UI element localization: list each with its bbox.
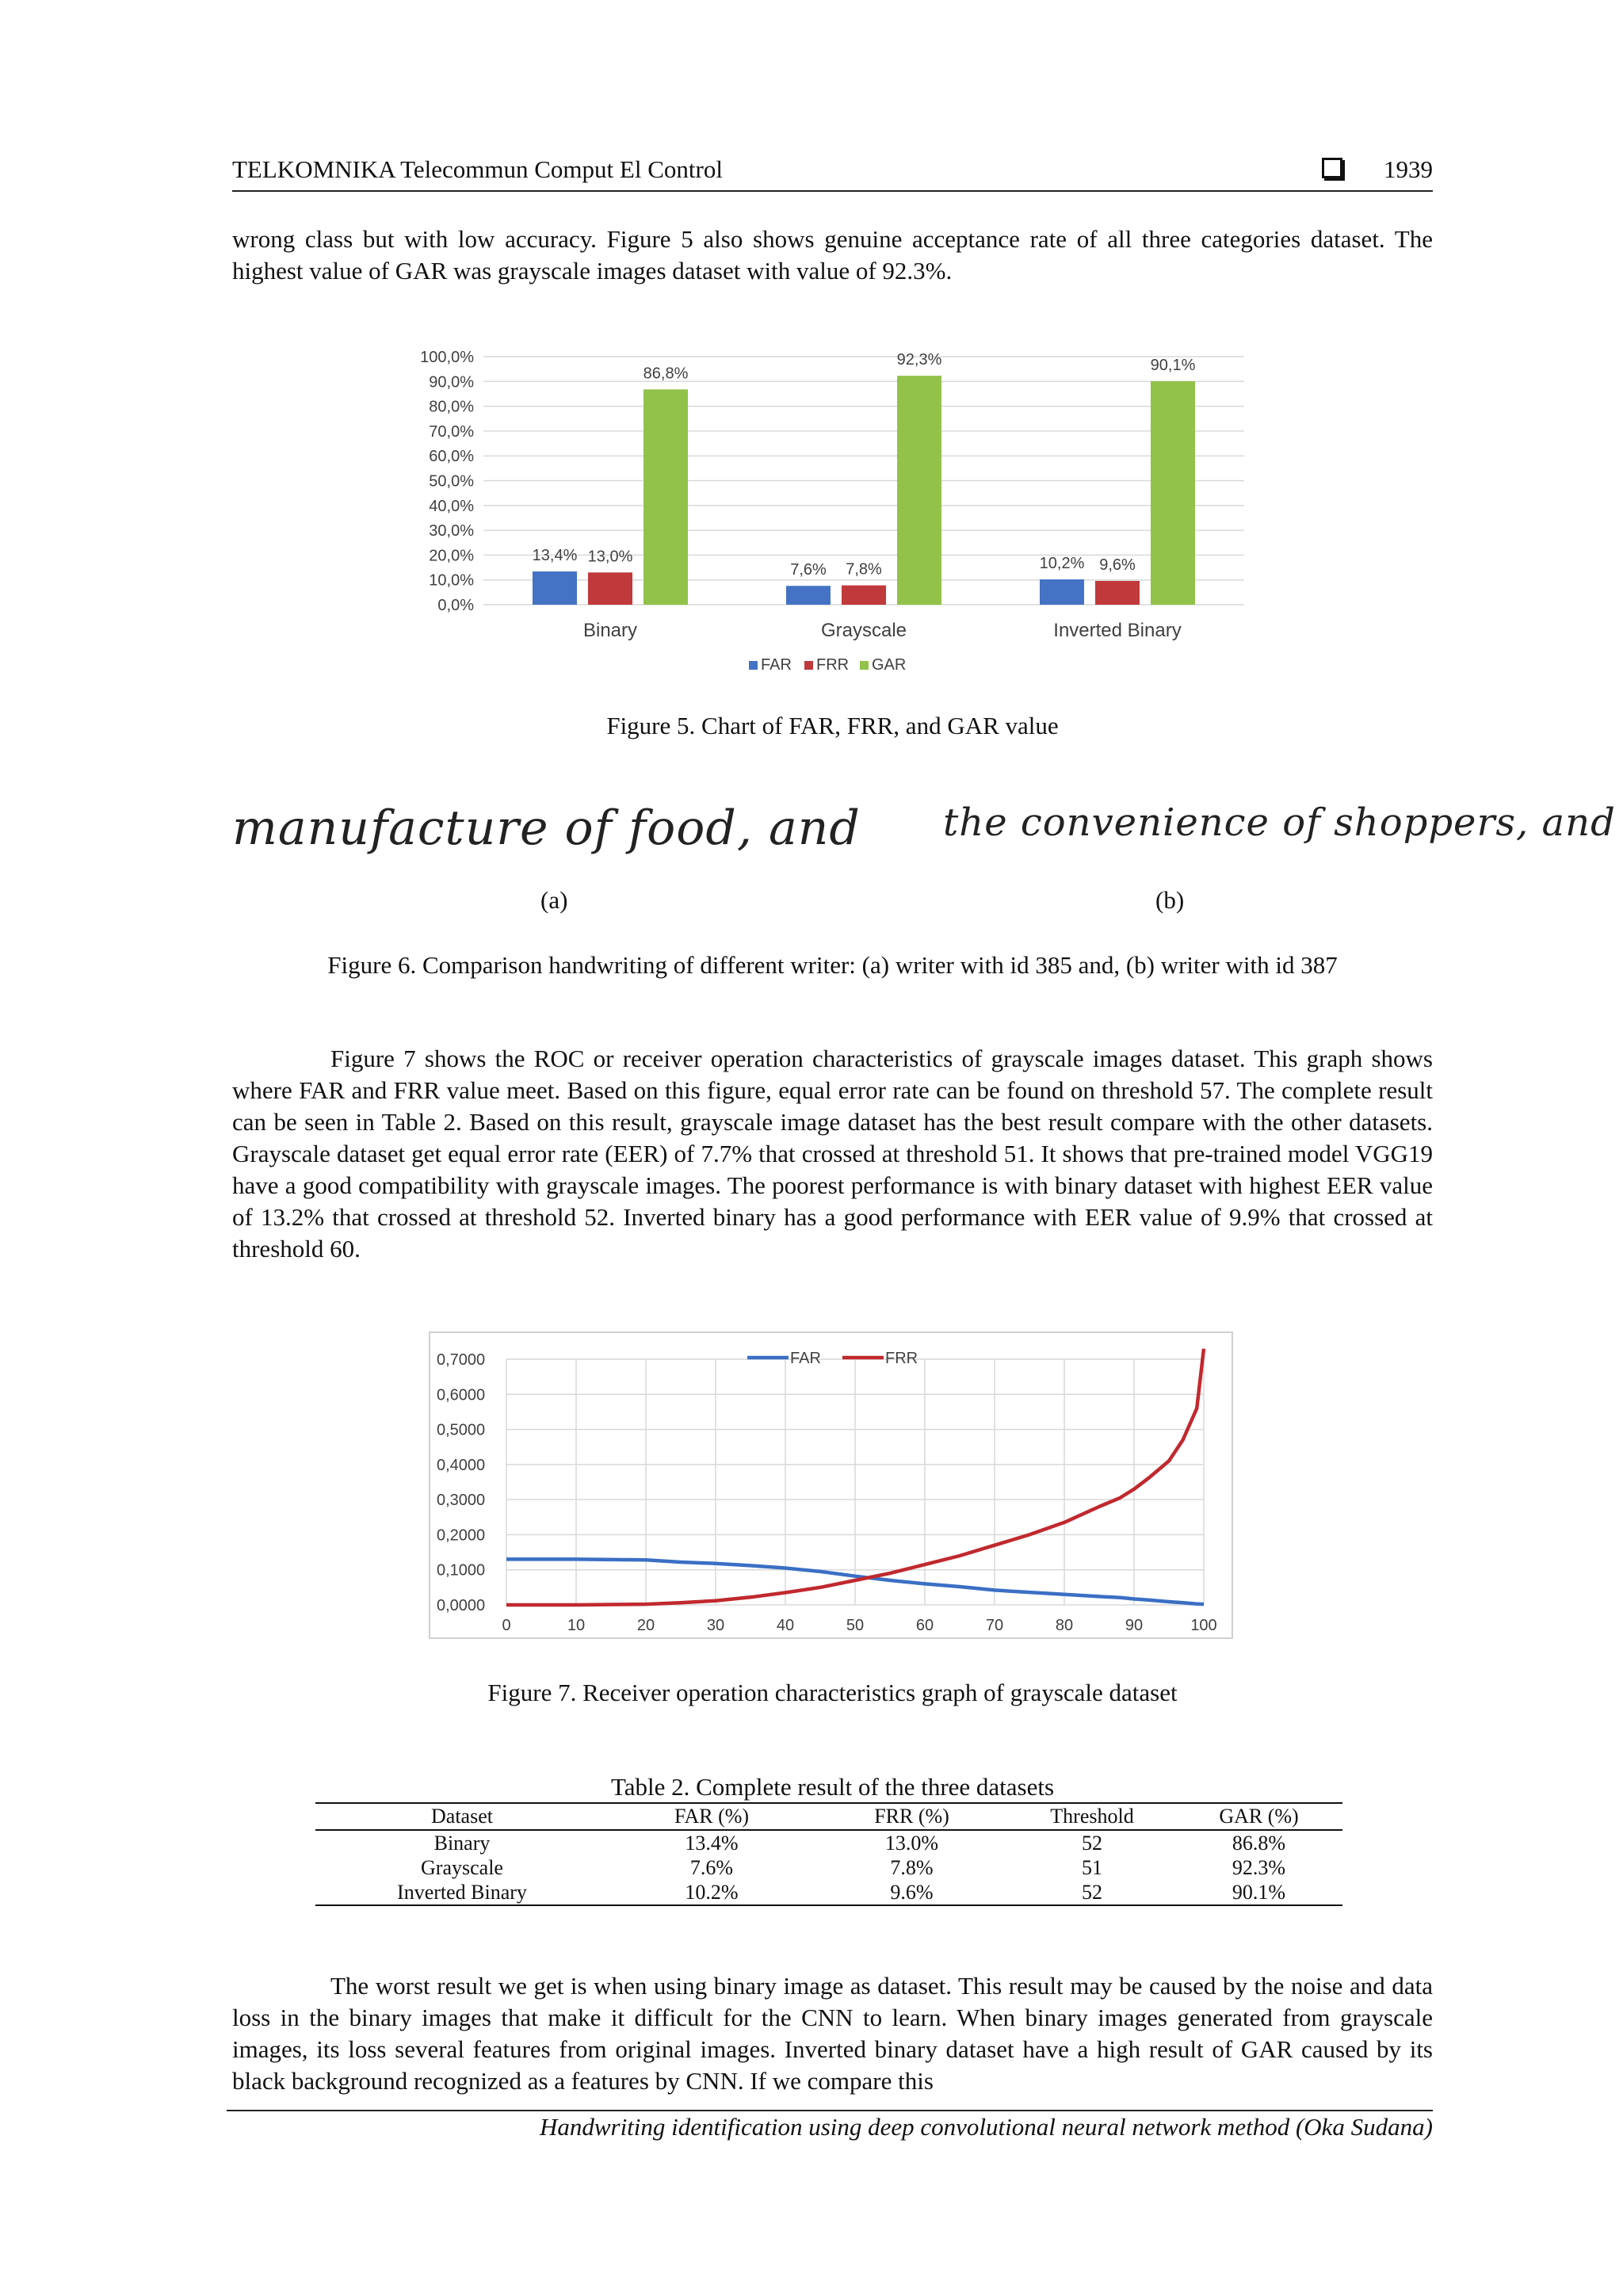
- x-tick-label: 0: [502, 1617, 511, 1634]
- data-label: 7,6%: [790, 561, 827, 579]
- data-label: 90,1%: [1150, 356, 1196, 374]
- cell: Grayscale: [421, 1856, 503, 1879]
- y-tick-label: 80,0%: [429, 398, 474, 416]
- data-label: 7,8%: [846, 560, 882, 579]
- y-tick-label: 10,0%: [429, 571, 474, 590]
- legend-label: GAR: [872, 656, 907, 674]
- header-frr: FRR (%): [815, 1803, 1009, 1830]
- legend-swatch-frr: [804, 661, 813, 670]
- y-tick-label: 0,3000: [437, 1492, 486, 1510]
- table2-caption: Table 2. Complete result of the three datasets: [610, 1773, 1055, 1801]
- x-tick-label: 20: [636, 1617, 655, 1634]
- table-row: [315, 1855, 1342, 1880]
- x-tick-label: 40: [776, 1617, 795, 1634]
- chart-frame: [430, 1332, 1232, 1638]
- square-bullet-icon: [1322, 158, 1342, 178]
- data-label: 13,4%: [532, 547, 578, 565]
- y-tick-label: 20,0%: [429, 547, 474, 565]
- cell: 10.2%: [609, 1880, 815, 1905]
- cell: 52: [1009, 1880, 1175, 1905]
- legend-label: FRR: [816, 656, 850, 674]
- handwriting-sample-b: the convenience of shoppers, and: [943, 800, 1616, 845]
- bar-frr: [588, 572, 632, 605]
- x-tick-label: 30: [706, 1617, 725, 1634]
- y-tick-label: 50,0%: [429, 472, 474, 491]
- x-tick-label: 10: [567, 1617, 586, 1634]
- data-label: 9,6%: [1099, 556, 1136, 574]
- y-tick-label: 40,0%: [429, 497, 474, 515]
- y-tick-label: 0,5000: [437, 1421, 486, 1439]
- data-label: 10,2%: [1039, 555, 1085, 573]
- x-category-label: Inverted Binary: [1053, 620, 1182, 641]
- cell: 92.3%: [1232, 1856, 1286, 1879]
- y-tick-label: 0,4000: [437, 1456, 486, 1474]
- bar-gar: [1151, 381, 1195, 605]
- x-category-label: Binary: [582, 620, 638, 641]
- cell: 13.0%: [884, 1832, 939, 1855]
- label-b: (b): [1155, 886, 1185, 914]
- bar-far: [533, 571, 577, 605]
- y-tick-label: 30,0%: [429, 522, 474, 541]
- data-label: 92,3%: [896, 351, 942, 369]
- figure5-bar-chart: [396, 333, 1268, 690]
- table-header-row: [315, 1803, 1342, 1830]
- bar-gar: [897, 376, 941, 605]
- bar-frr: [1095, 581, 1140, 605]
- bar-gar: [643, 389, 688, 605]
- cell: 90.1%: [1175, 1880, 1342, 1905]
- y-tick-label: 0,0000: [437, 1597, 486, 1614]
- y-tick-label: 0,6000: [437, 1386, 486, 1404]
- y-tick-label: 0,2000: [437, 1526, 486, 1545]
- header-far: FAR (%): [609, 1803, 815, 1830]
- cell: Binary: [433, 1832, 491, 1855]
- y-tick-label: 60,0%: [429, 448, 474, 466]
- paragraph-intro: wrong class but with low accuracy. Figure 5 also shows genuine acceptance rate of all three categories dataset. The highest value of GAR was grayscale images dataset with value of 92.3%.: [232, 225, 1433, 285]
- legend-label: FRR: [885, 1350, 918, 1367]
- bar-far: [1040, 579, 1084, 605]
- table-row: [315, 1830, 1342, 1855]
- figure5-caption: Figure 5. Chart of FAR, FRR, and GAR value: [606, 712, 1059, 739]
- bar-frr: [842, 586, 886, 605]
- running-footer: Handwriting identification using deep convolutional neural network method (Oka Sudana): [539, 2113, 1433, 2141]
- legend-swatch-far: [749, 661, 758, 670]
- bar-far: [786, 586, 831, 605]
- table-row: [315, 1880, 1342, 1905]
- cell: Inverted Binary: [315, 1880, 609, 1905]
- y-tick-label: 0,7000: [437, 1351, 486, 1369]
- legend-label: FAR: [761, 656, 792, 674]
- x-category-label: Grayscale: [820, 620, 907, 641]
- journal-name: TELKOMNIKA Telecommun Comput El Control: [232, 155, 723, 183]
- paragraph-discussion: The worst result we get is when using binary image as dataset. This result may be caused by the noise and data loss in the binary images that make it difficult for the CNN to learn. When binary images generated from grayscale images, its loss several features from original images. Inverted binary dataset have a high result of GAR caused by its black background recognized as a features by CNN. If we compare this: [232, 1972, 1433, 2095]
- cell: 52: [1082, 1832, 1102, 1855]
- page-number-block: [1322, 155, 1433, 184]
- cell: 13.4%: [685, 1832, 739, 1855]
- footer-rule: [227, 2110, 1433, 2111]
- x-tick-label: 90: [1125, 1617, 1144, 1634]
- figure6-caption: Figure 6. Comparison handwriting of different writer: (a) writer with id 385 and, (b) writer with id 387: [327, 951, 1338, 979]
- y-tick-label: 100,0%: [420, 349, 474, 366]
- page-number: 1939: [1384, 155, 1433, 183]
- legend-label: FAR: [790, 1350, 821, 1367]
- x-tick-label: 70: [985, 1617, 1004, 1634]
- header-threshold: Threshold: [1009, 1803, 1175, 1830]
- x-tick-label: 60: [915, 1617, 934, 1634]
- label-a: (a): [540, 886, 568, 914]
- cell: 7.6%: [689, 1856, 734, 1879]
- cell: 9.6%: [815, 1880, 1009, 1905]
- running-header: [232, 155, 1433, 192]
- data-label: 13,0%: [587, 548, 633, 566]
- data-label: 86,8%: [643, 365, 689, 383]
- header-dataset: Dataset: [315, 1803, 609, 1830]
- header-gar: GAR (%): [1175, 1803, 1342, 1830]
- cell: 7.8%: [890, 1856, 934, 1879]
- figure7-caption: Figure 7. Receiver operation characteristics graph of grayscale dataset: [487, 1679, 1178, 1706]
- cell: 86.8%: [1232, 1832, 1286, 1855]
- results-table: [315, 1802, 1342, 1906]
- y-tick-label: 90,0%: [429, 373, 474, 392]
- paragraph-roc: Figure 7 shows the ROC or receiver operation characteristics of grayscale images dataset. This graph shows where FAR and FRR value meet. Based on this figure, equal error rate can be found on threshold 57. The complete result can be seen in Table 2. Based on this result, grayscale image dataset has the best result compare with the other datasets. Grayscale dataset get equal error rate (EER) of 7.7% that crossed at threshold 51. It shows that pre-trained model VGG19 have a good compatibility with grayscale images. The poorest performance is with binary dataset with highest EER value of 13.2% that crossed at threshold 52. Inverted binary has a good performance with EER value of 9.9% that crossed at threshold 60.: [232, 1045, 1433, 1263]
- handwriting-sample-a: manufacture of food, and: [232, 800, 861, 856]
- figure7-line-chart: [429, 1331, 1233, 1639]
- cell: 51: [1082, 1856, 1102, 1879]
- x-tick-label: 50: [846, 1617, 865, 1634]
- y-tick-label: 0,1000: [437, 1561, 486, 1580]
- x-tick-label: 80: [1055, 1617, 1074, 1634]
- x-tick-label: 100: [1190, 1617, 1217, 1634]
- y-tick-label: 70,0%: [429, 422, 474, 441]
- legend-swatch-gar: [860, 661, 869, 670]
- y-tick-label: 0,0%: [437, 597, 474, 614]
